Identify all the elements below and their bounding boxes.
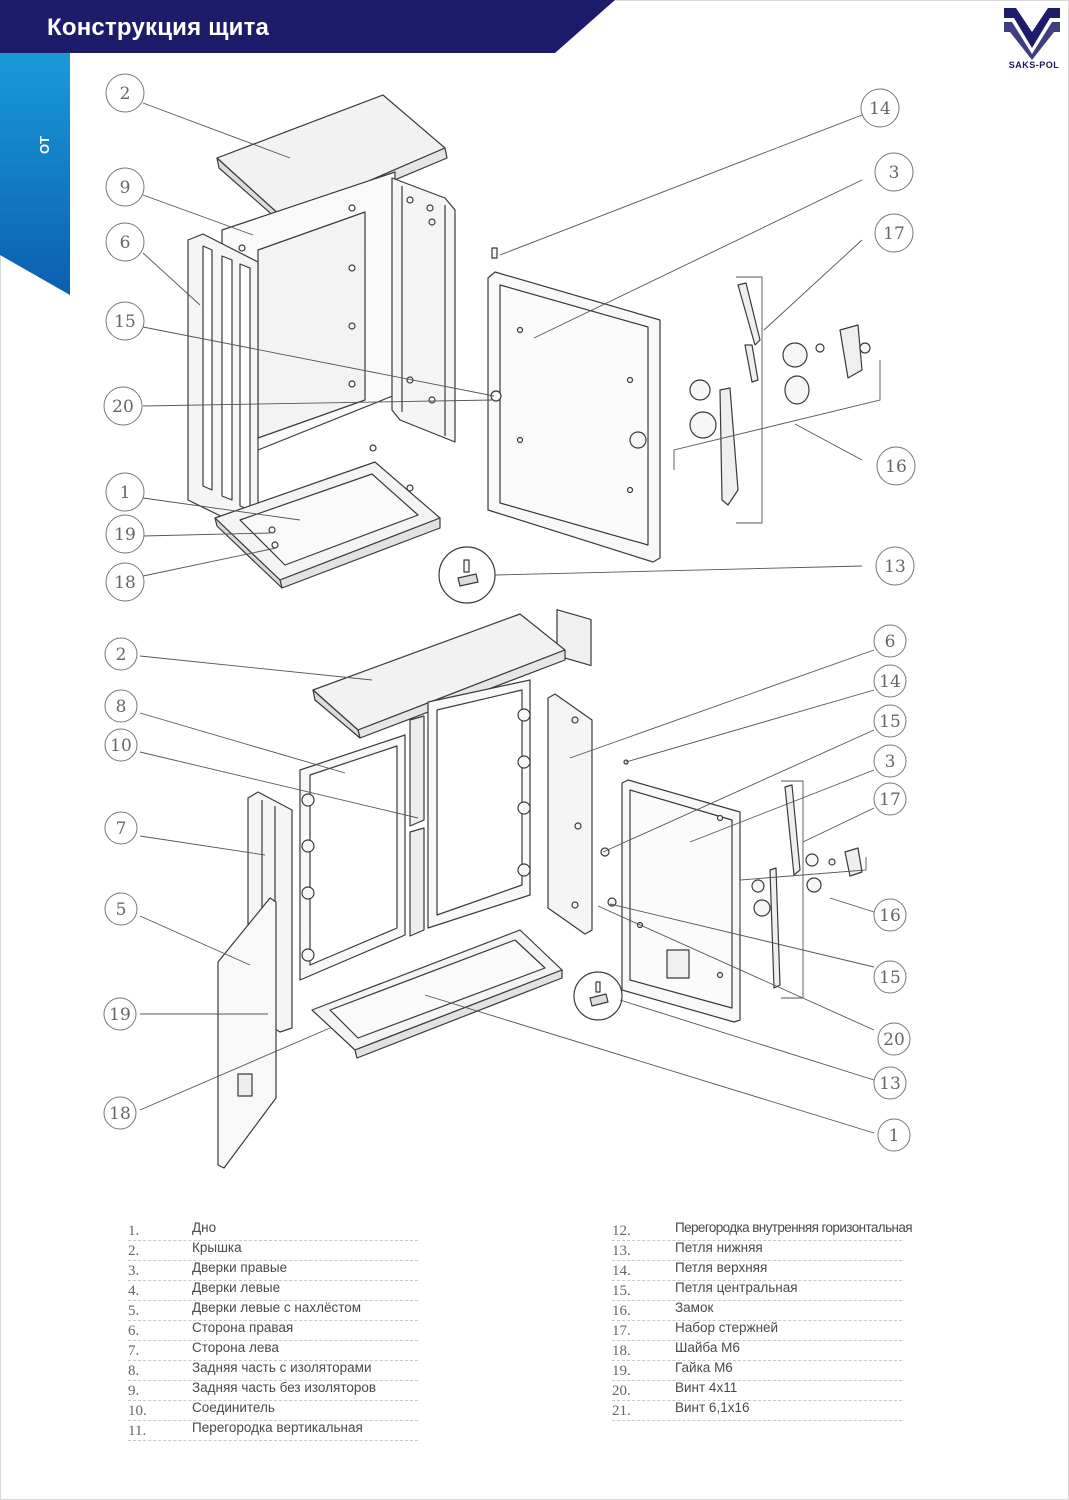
callout-top-6 (106, 223, 144, 261)
parts-legend-right (612, 1220, 912, 1430)
callout-bottom-18 (104, 1097, 136, 1129)
svg-text:16: 16 (879, 906, 901, 926)
svg-text:3: 3 (888, 163, 900, 183)
legend-text: Задняя часть без изоляторов (192, 1380, 377, 1395)
legend-row (612, 1360, 902, 1381)
legend-num: 21. (612, 1403, 631, 1419)
legend-num: 10. (128, 1403, 147, 1419)
connector-upper (410, 716, 424, 826)
callout-top-16 (877, 447, 915, 485)
legend-text: Дно (192, 1220, 217, 1235)
legend-row (612, 1260, 902, 1281)
svg-text:15: 15 (879, 968, 901, 988)
legend-row (128, 1380, 418, 1401)
legend-text: Петля верхняя (675, 1260, 768, 1275)
callout-top-20 (104, 387, 142, 425)
svg-text:6: 6 (119, 233, 131, 253)
legend-row (128, 1400, 418, 1421)
legend-num: 15. (612, 1283, 631, 1299)
callout-top-18 (106, 563, 144, 601)
svg-text:2: 2 (119, 84, 131, 104)
left-door-bottom (218, 898, 276, 1168)
svg-text:20: 20 (883, 1030, 905, 1050)
legend-num: 9. (128, 1383, 140, 1399)
svg-text:6: 6 (884, 632, 896, 652)
legend-text: Перегородка вертикальная (192, 1420, 363, 1435)
legend-text: Перегородка внутренняя горизонтальная (675, 1220, 912, 1235)
svg-text:2: 2 (115, 645, 127, 665)
legend-row (612, 1300, 902, 1321)
legend-num: 13. (612, 1243, 631, 1259)
svg-text:14: 14 (869, 99, 891, 119)
left-side-panel-top (188, 234, 258, 528)
legend-num: 18. (612, 1343, 631, 1359)
callout-bottom-16 (874, 899, 906, 931)
legend-row (612, 1340, 902, 1361)
legend-row (128, 1320, 418, 1341)
legend-num: 14. (612, 1263, 631, 1279)
legend-text: Набор стержней (675, 1320, 779, 1335)
legend-num: 3. (128, 1263, 140, 1279)
callout-top-3 (875, 153, 913, 191)
legend-text: Гайка М6 (675, 1360, 733, 1375)
callout-top-17 (875, 214, 913, 252)
callout-bottom-14 (874, 665, 906, 697)
svg-text:5: 5 (115, 900, 127, 920)
lock-assembly-bottom (752, 785, 862, 988)
legend-text: Петля центральная (675, 1280, 798, 1295)
callout-bottom-13 (874, 1067, 906, 1099)
svg-text:19: 19 (109, 1005, 131, 1025)
legend-text: Соединитель (192, 1400, 275, 1415)
svg-text:16: 16 (885, 457, 907, 477)
callout-bottom-17 (874, 783, 906, 815)
callout-bottom-5 (105, 893, 137, 925)
svg-text:9: 9 (119, 178, 131, 198)
legend-text: Винт 6,1x16 (675, 1400, 750, 1415)
callout-top-19 (106, 515, 144, 553)
legend-text: Винт 4x11 (675, 1380, 738, 1395)
top-hinge-part (492, 248, 497, 258)
legend-row (128, 1300, 418, 1321)
svg-text:3: 3 (884, 752, 896, 772)
legend-row (128, 1420, 418, 1441)
right-door-bottom (622, 780, 740, 1022)
legend-row (128, 1240, 418, 1261)
parts-legend-left (128, 1220, 418, 1450)
legend-text: Сторона лева (192, 1340, 279, 1355)
callout-bottom-1 (878, 1119, 910, 1151)
legend-row (128, 1220, 418, 1241)
brand-name: SAKS-POL (1008, 60, 1060, 70)
legend-text: Замок (675, 1300, 714, 1315)
svg-text:17: 17 (879, 790, 901, 810)
right-side-panel-bottom (548, 694, 592, 934)
callout-top-1 (106, 473, 144, 511)
legend-text: Задняя часть с изоляторами (192, 1360, 372, 1375)
legend-row (612, 1380, 902, 1401)
legend-text: Крышка (192, 1240, 242, 1255)
callout-bottom-19 (104, 998, 136, 1030)
legend-row (612, 1280, 902, 1301)
legend-text: Дверки левые с нахлёстом (192, 1300, 362, 1315)
legend-num: 17. (612, 1323, 631, 1339)
legend-row (128, 1360, 418, 1381)
callout-top-9 (106, 168, 144, 206)
legend-text: Сторона правая (192, 1320, 294, 1335)
legend-text: Петля нижняя (675, 1240, 763, 1255)
legend-text: Дверки правые (192, 1260, 288, 1275)
legend-num: 16. (612, 1303, 631, 1319)
svg-text:8: 8 (115, 697, 127, 717)
svg-text:10: 10 (110, 736, 132, 756)
legend-num: 12. (612, 1223, 631, 1239)
svg-text:13: 13 (884, 557, 906, 577)
svg-text:18: 18 (114, 573, 136, 593)
svg-text:15: 15 (879, 712, 901, 732)
legend-num: 1. (128, 1223, 140, 1239)
right-side-panel-top (392, 178, 455, 442)
callout-top-15 (106, 302, 144, 340)
svg-text:17: 17 (883, 224, 905, 244)
legend-num: 8. (128, 1363, 140, 1379)
callout-bottom-3 (874, 745, 906, 777)
callout-top-13 (876, 547, 914, 585)
legend-text: Дверки левые (192, 1280, 281, 1295)
right-door-top (488, 272, 660, 665)
svg-text:14: 14 (879, 672, 901, 692)
callout-bottom-7 (105, 812, 137, 844)
legend-num: 2. (128, 1243, 140, 1259)
callout-bottom-20 (878, 1023, 910, 1055)
page-title: Конструкция щита (47, 14, 270, 41)
legend-row (128, 1280, 418, 1301)
legend-row (128, 1260, 418, 1281)
svg-text:15: 15 (114, 312, 136, 332)
bottom-hinge-detail (439, 547, 495, 603)
legend-text: Шайба М6 (675, 1340, 740, 1355)
legend-num: 5. (128, 1303, 140, 1319)
legend-row (612, 1400, 902, 1421)
legend-num: 6. (128, 1323, 140, 1339)
svg-text:1: 1 (888, 1126, 900, 1146)
legend-num: 11. (128, 1423, 147, 1439)
svg-text:13: 13 (879, 1074, 901, 1094)
callout-bottom-6 (874, 625, 906, 657)
side-tag: ОТ (37, 135, 52, 155)
lock-assembly-top (690, 283, 870, 505)
connector-lower (410, 828, 424, 936)
callout-bottom-2 (105, 638, 137, 670)
svg-text:1: 1 (119, 483, 131, 503)
callout-bottom-8 (105, 690, 137, 722)
svg-text:19: 19 (114, 525, 136, 545)
callout-bottom-10 (105, 729, 137, 761)
legend-row (612, 1220, 912, 1241)
svg-text:20: 20 (112, 397, 134, 417)
callout-bottom-15a (874, 705, 906, 737)
svg-text:7: 7 (115, 819, 127, 839)
callout-top-2 (106, 74, 144, 112)
center-hinge-bottom (601, 848, 609, 856)
svg-text:18: 18 (109, 1104, 131, 1124)
legend-row (612, 1240, 902, 1261)
legend-num: 7. (128, 1343, 140, 1359)
legend-row (612, 1320, 902, 1341)
legend-num: 19. (612, 1363, 631, 1379)
legend-num: 20. (612, 1383, 631, 1399)
legend-row (128, 1340, 418, 1361)
callout-top-14 (861, 89, 899, 127)
callout-bottom-15b (874, 961, 906, 993)
legend-num: 4. (128, 1283, 140, 1299)
